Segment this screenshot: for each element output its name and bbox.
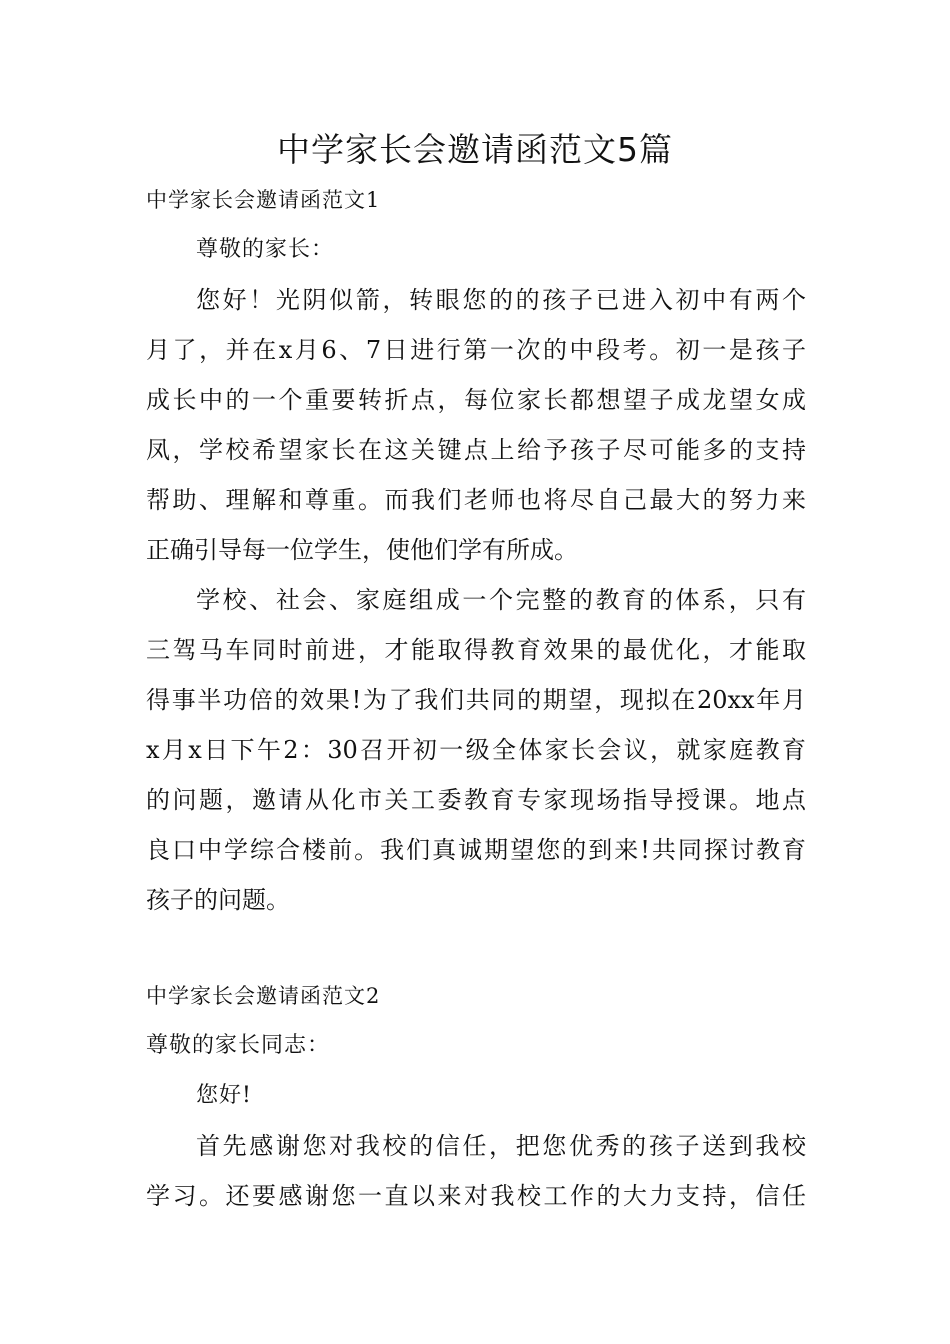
paragraph-line: 您好！光阴似箭，转眼您的的孩子已进入初中有两个 — [196, 286, 806, 314]
paragraph-line: 首先感谢您对我校的信任，把您优秀的孩子送到我校 — [196, 1132, 806, 1160]
paragraph-line: 三驾马车同时前进，才能取得教育效果的最优化，才能取 — [146, 636, 806, 664]
paragraph-line: 学习。还要感谢您一直以来对我校工作的大力支持，信任 — [146, 1182, 806, 1210]
salutation: 尊敬的家长同志： — [146, 1033, 331, 1058]
paragraph-line: x月x日下午2：30召开初一级全体家长会议，就家庭教育 — [146, 736, 806, 764]
document-title: 中学家长会邀请函范文5篇 — [277, 130, 673, 169]
salutation: 尊敬的家长： — [196, 237, 335, 262]
paragraph-line: 得事半功倍的效果!为了我们共同的期望，现拟在20xx年月 — [146, 686, 806, 714]
paragraph-line: 凤，学校希望家长在这关键点上给予孩子尽可能多的支持 — [146, 436, 806, 464]
paragraph-line: 成长中的一个重要转折点，每位家长都想望子成龙望女成 — [146, 386, 806, 414]
section-heading: 中学家长会邀请函范文1 — [146, 188, 381, 212]
paragraph-line: 学校、社会、家庭组成一个完整的教育的体系，只有 — [196, 586, 806, 614]
paragraph-line: 孩子的问题。 — [146, 886, 290, 914]
paragraph-line: 良口中学综合楼前。我们真诚期望您的到来!共同探讨教育 — [146, 836, 806, 864]
paragraph-line: 正确引导每一位学生，使他们学有所成。 — [146, 536, 578, 564]
greeting: 您好! — [196, 1083, 252, 1108]
paragraph-line: 的问题，邀请从化市关工委教育专家现场指导授课。地点 — [146, 786, 806, 814]
paragraph-line: 帮助、理解和尊重。而我们老师也将尽自己最大的努力来 — [146, 486, 806, 514]
paragraph-line: 月了，并在x月6、7日进行第一次的中段考。初一是孩子 — [146, 336, 806, 364]
section-heading: 中学家长会邀请函范文2 — [146, 984, 381, 1008]
